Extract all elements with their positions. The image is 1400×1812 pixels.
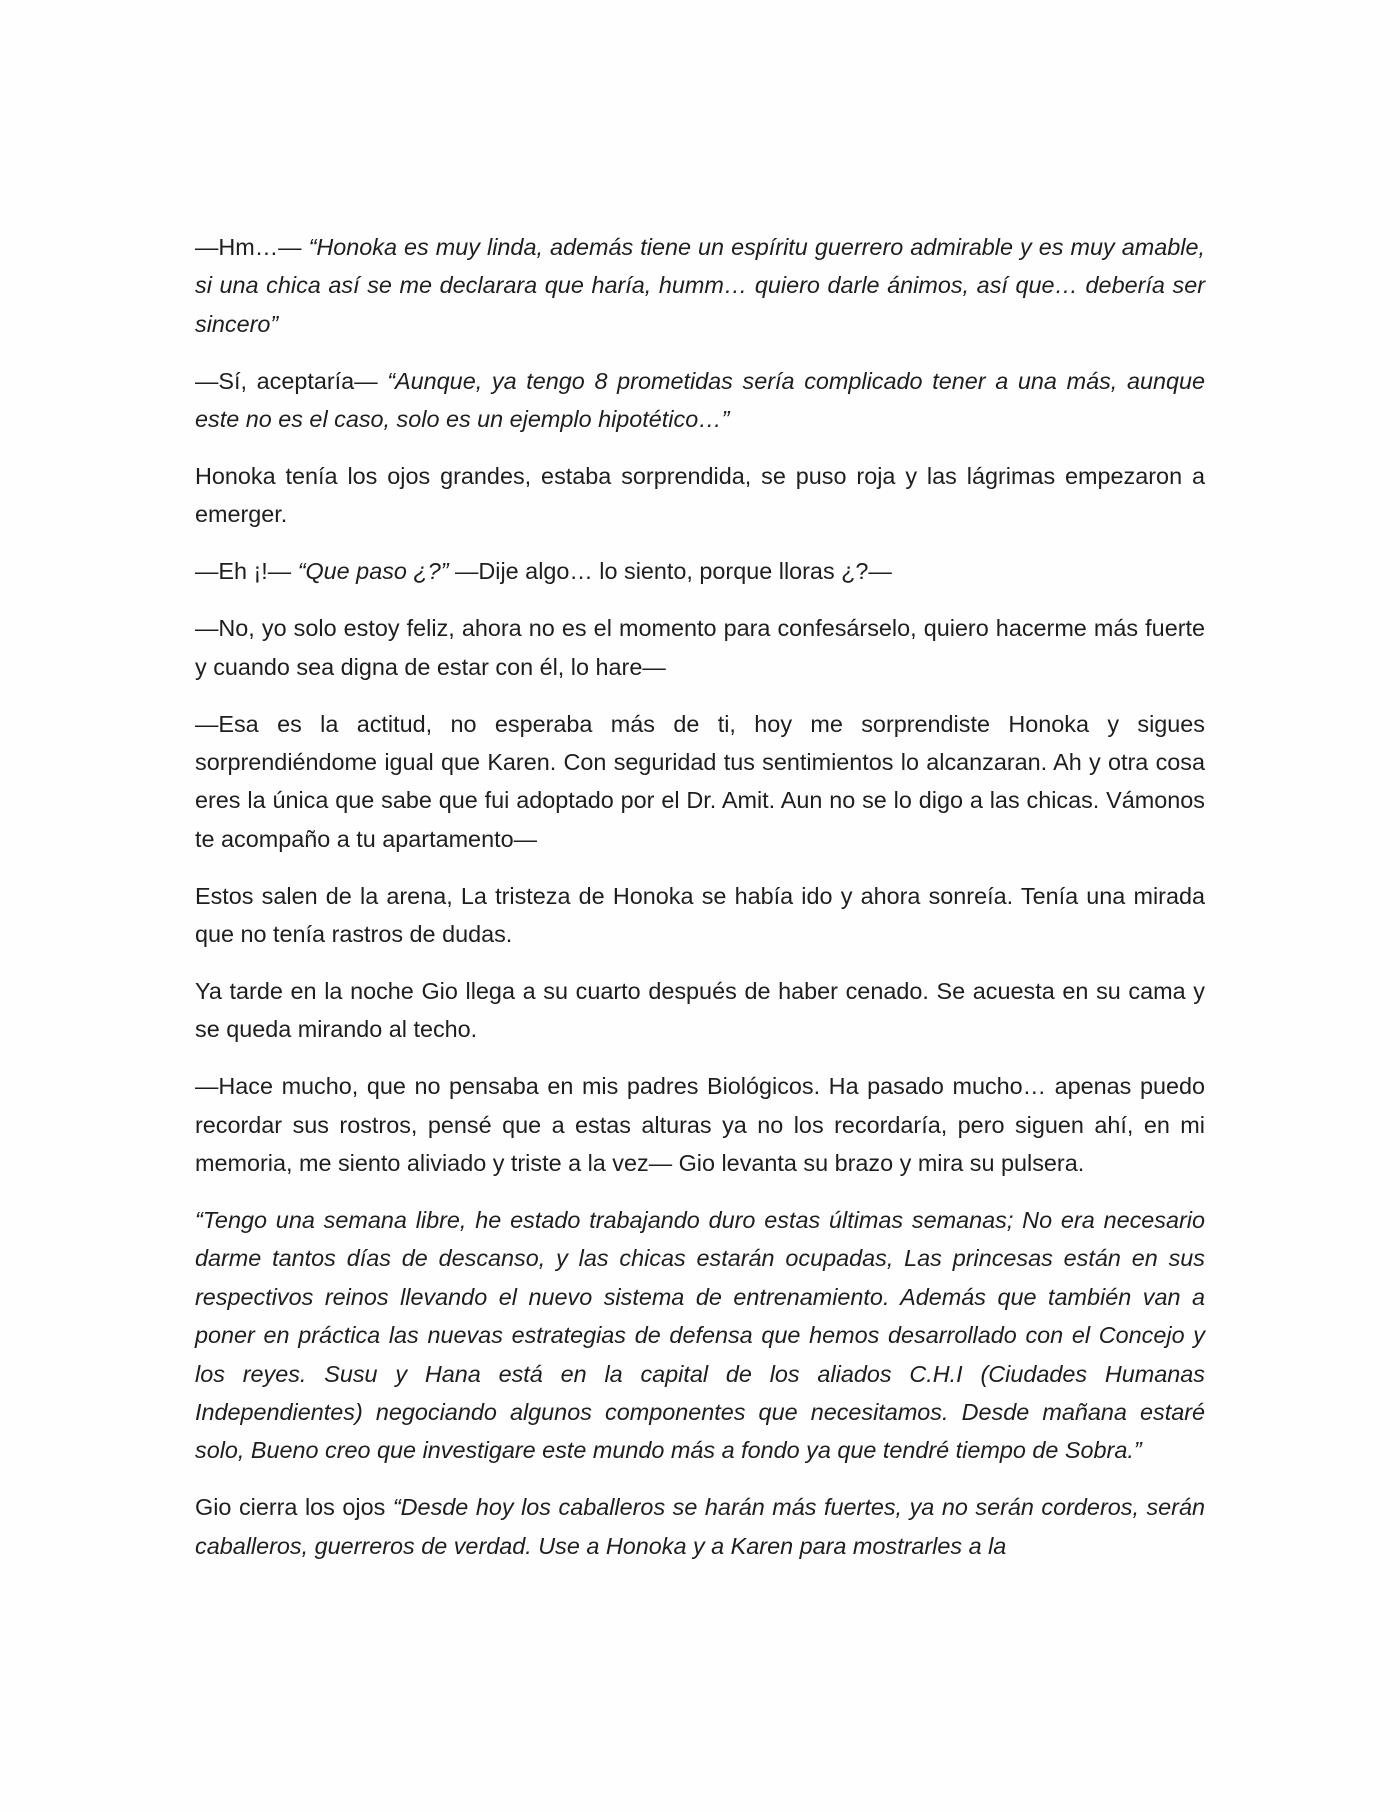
paragraph xyxy=(195,972,1205,1049)
paragraph xyxy=(195,228,1205,343)
paragraph xyxy=(195,1488,1205,1565)
thought-text: “Desde hoy los caballeros se harán más fuertes, ya no serán corderos, serán caballeros, guerreros de verdad. Use a Honoka y a Karen para mostrarles a la xyxy=(195,1494,1205,1559)
paragraph xyxy=(195,552,1205,590)
paragraph xyxy=(195,457,1205,534)
thought-text: “Que paso ¿?” xyxy=(297,558,449,585)
dialogue-text: —Hace mucho, que no pensaba en mis padres Biológicos. Ha pasado mucho… apenas puedo recordar sus rostros, pensé que a estas alturas ya no los recordaría, pero siguen ahí, en mi memoria, me siento aliviado y triste a la vez— Gio levanta su brazo y mira su pulsera. xyxy=(195,1073,1205,1177)
paragraph xyxy=(195,705,1205,859)
narration-text: Honoka tenía los ojos grandes, estaba sorprendida, se puso roja y las lágrimas empezaron a emerger. xyxy=(195,463,1205,528)
paragraph xyxy=(195,362,1205,439)
thought-text: “Honoka es muy linda, además tiene un espíritu guerrero admirable y es muy amable, si una chica así se me declarara que haría, humm… quiero darle ánimos, así que… debería ser sincero” xyxy=(195,234,1205,337)
narration-text: Estos salen de la arena, La tristeza de Honoka se había ido y ahora sonreía. Tenía una mirada que no tenía rastros de dudas. xyxy=(195,882,1205,948)
dialogue-text: —Eh ¡!— xyxy=(195,558,298,585)
narration-text: Ya tarde en la noche Gio llega a su cuarto después de haber cenado. Se acuesta en su cama y se queda mirando al techo. xyxy=(195,978,1205,1043)
dialogue-text: —Hm…— xyxy=(195,234,309,260)
narration-text: Gio cierra los ojos xyxy=(195,1494,393,1521)
dialogue-text: —Dije algo… lo siento, porque lloras ¿?— xyxy=(448,558,892,585)
paragraph xyxy=(195,1201,1205,1470)
dialogue-text: —No, yo solo estoy feliz, ahora no es el momento para confesárselo, quiero hacerme más fuerte y cuando sea digna de estar con él, lo hare— xyxy=(195,615,1205,680)
paragraph xyxy=(195,877,1205,954)
document-page xyxy=(195,228,1205,1584)
dialogue-text: —Esa es la actitud, no esperaba más de ti, hoy me sorprendiste Honoka y sigues sorprendiéndome igual que Karen. Con seguridad tus sentimientos lo alcanzaran. Ah y otra cosa eres la única que sabe que fui adoptado por el Dr. Amit. Aun no se lo digo a las chicas. Vámonos te acompaño a tu apartamento— xyxy=(195,710,1205,852)
thought-text: “Tengo una semana libre, he estado trabajando duro estas últimas semanas; No era necesario darme tantos días de descanso, y las chicas estarán ocupadas, Las princesas están en sus respectivos reinos llevando el nuevo sistema de entrenamiento. Además que también van a poner en práctica las nuevas estrategias de defensa que hemos desarrollado con el Concejo y los reyes. Susu y Hana está en la capital de los aliados C.H.I (Ciudades Humanas Independientes) negociando algunos componentes que necesitamos. Desde mañana estaré solo, Bueno creo que investigare este mundo más a fondo ya que tendré tiempo de Sobra.” xyxy=(195,1207,1205,1464)
paragraph xyxy=(195,1067,1205,1182)
thought-text: “Aunque, ya tengo 8 prometidas sería complicado tener a una más, aunque este no es el caso, solo es un ejemplo hipotético…” xyxy=(195,367,1205,433)
dialogue-text: —Sí, aceptaría— xyxy=(195,367,388,394)
paragraph xyxy=(195,609,1205,686)
